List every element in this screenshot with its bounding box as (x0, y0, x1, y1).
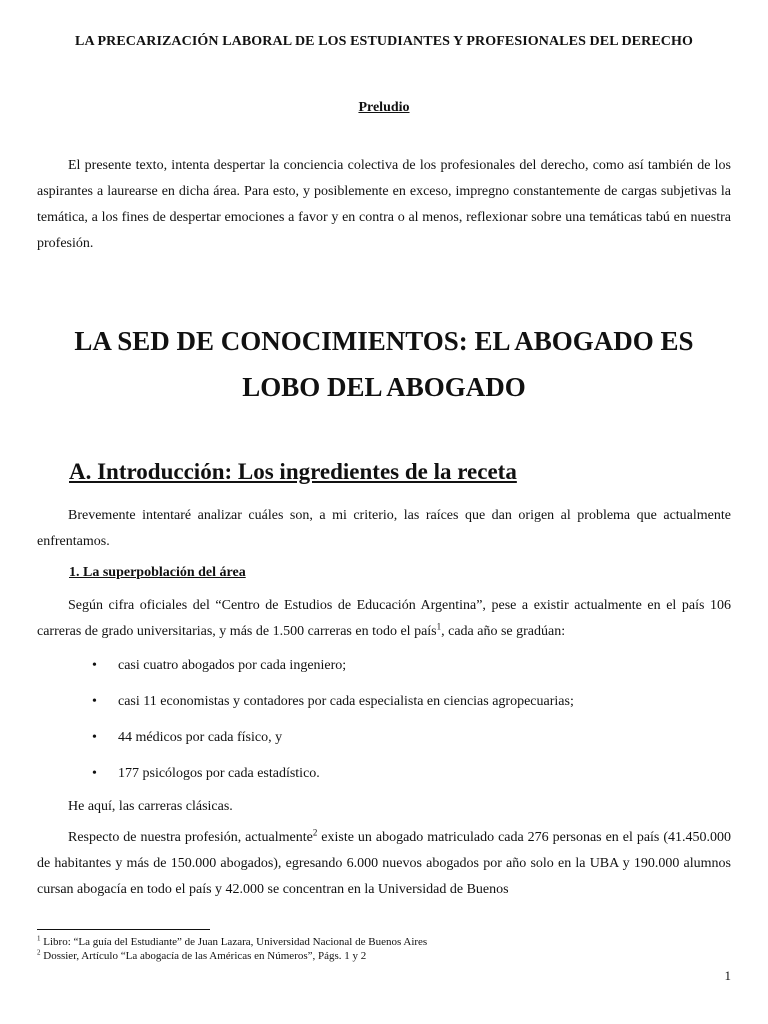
profession-paragraph (37, 825, 731, 903)
list-item-text: 177 psicólogos por cada estadístico. (118, 766, 320, 781)
footnote-mark: 2 (37, 948, 41, 957)
section-a-heading: A. Introducción: Los ingredientes de la receta (69, 459, 517, 484)
intro-paragraph: Brevemente intentaré analizar cuáles son, a mi criterio, las raíces que dan origen al problema que actualmente enfrentamos. (37, 508, 731, 549)
footnote-mark: 1 (37, 934, 41, 943)
footnote-2 (37, 949, 366, 963)
list-item (92, 761, 732, 797)
bullet-icon: • (92, 730, 97, 745)
list-item (92, 725, 732, 761)
list-item (92, 689, 732, 725)
preludio-heading: Preludio (358, 100, 410, 115)
page-number: 1 (724, 968, 731, 983)
bullet-icon: • (92, 658, 97, 673)
subsection-heading: 1. La superpoblación del área (69, 565, 246, 580)
main-title-line-2: LOBO DEL ABOGADO (242, 372, 526, 402)
footnote-ref-1[interactable]: 1 (436, 621, 442, 632)
footnote-text: Dossier, Artículo “La abogacía de las Américas en Números”, Págs. 1 y 2 (40, 950, 367, 962)
list-item-text: casi 11 economistas y contadores por cada especialista en ciencias agropecuarias; (118, 694, 574, 709)
main-title-line-1: LA SED DE CONOCIMIENTOS: EL ABOGADO ES (74, 326, 694, 356)
profession-text-end: existe un abogado matriculado cada 276 personas en el país (41.450.000 de habitantes y más de 150.000 abogados), egresando 6.000 nuevos abogados por año solo en la UBA y 190.000 alumnos cursan abogacía en todo el país y 42.000 se concentran en la Universidad de Buenos (37, 830, 731, 897)
list-item-text: 44 médicos por cada físico, y (118, 730, 283, 745)
statistics-text-end: , cada año se gradúan: (441, 624, 566, 639)
footnote-text: Libro: “La guía del Estudiante” de Juan Lazara, Universidad Nacional de Buenos Aires (40, 936, 428, 948)
bullet-icon: • (92, 694, 97, 709)
statistics-paragraph (37, 593, 731, 645)
classic-careers-line: He aquí, las carreras clásicas. (68, 799, 233, 814)
document-header-title: LA PRECARIZACIÓN LABORAL DE LOS ESTUDIANTES Y PROFESIONALES DEL DERECHO (75, 34, 693, 49)
footnote-separator (37, 929, 210, 930)
footnote-ref-2[interactable]: 2 (312, 827, 318, 838)
bullet-icon: • (92, 766, 97, 781)
profession-text: Respecto de nuestra profesión, actualmente (68, 830, 313, 845)
preludio-paragraph: El presente texto, intenta despertar la conciencia colectiva de los profesionales del derecho, como así también de los aspirantes a laurearse en dicha área. Para esto, y posiblemente en exceso, impregno constantemente de cargas subjetivas la temática, a los fines de despertar emociones a favor y en contra o al menos, reflexionar sobre una temáticas tabú en nuestra profesión. (37, 158, 731, 251)
statistics-text: Según cifra oficiales del “Centro de Estudios de Educación Argentina”, pese a existir actualmente en el país 106 carreras de grado universitarias, y más de 1.500 carreras en todo el país (37, 598, 731, 639)
graduates-list (92, 653, 732, 797)
footnote-1 (37, 935, 427, 949)
list-item-text: casi cuatro abogados por cada ingeniero; (118, 658, 347, 673)
list-item (92, 653, 732, 689)
